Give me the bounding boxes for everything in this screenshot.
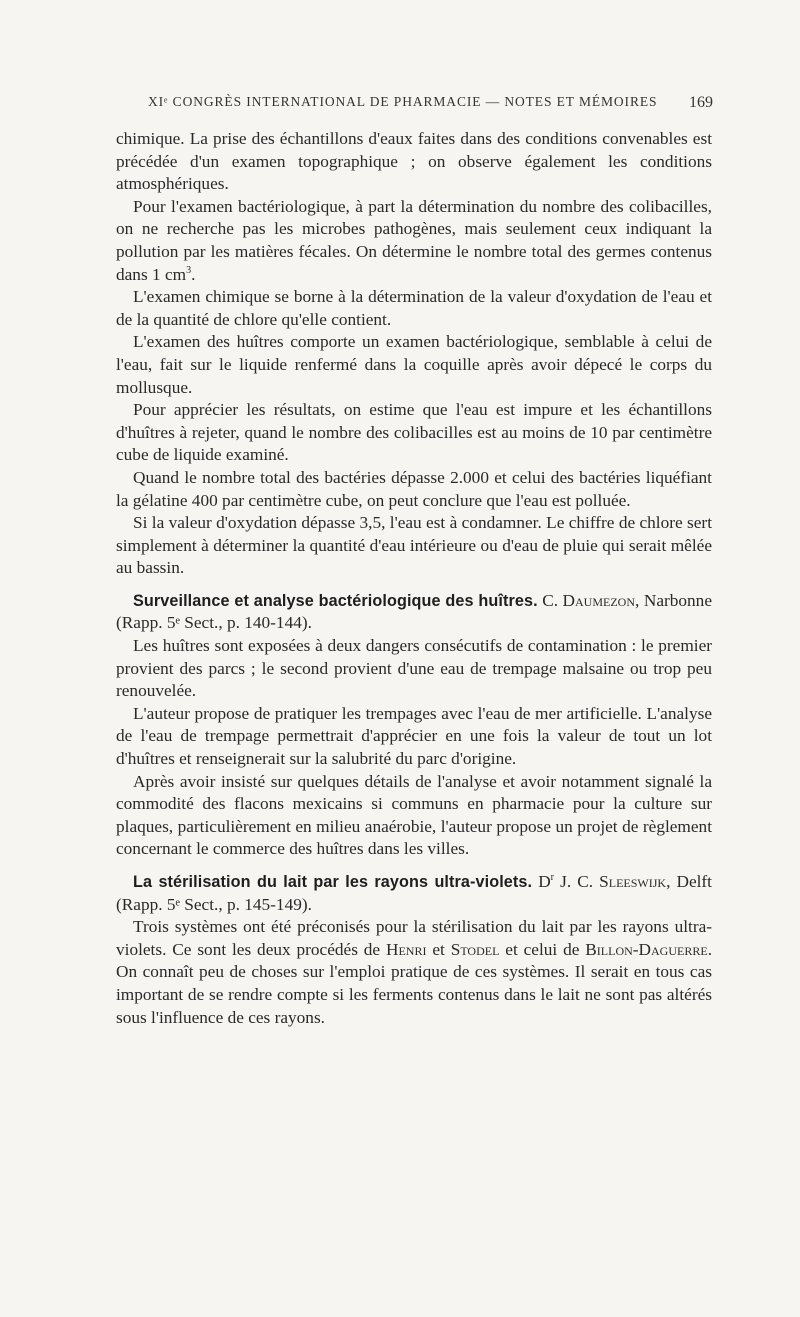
paragraph-bacteria-count: Quand le nombre total des bactéries dépasse 2.000 et celui des bactéries liquéfiant la gélatine 400 par centimètre cube, on peut conclure que l'eau est polluée. (116, 467, 712, 510)
article-author: J. C. Sleeswijk, (560, 872, 671, 891)
superscript: 3 (186, 264, 192, 276)
text-run: Trois systèmes ont été préconisés pour la stérilisation du lait par les rayons ultra-violets. Ce sont les deux procédés de (116, 917, 712, 959)
paragraph-oxidation: Si la valeur d'oxydation dépasse 3,5, l'eau est à condamner. Le chiffre de chlore sert simplement à déterminer la quantité d'eau intérieure ou d'eau de pluie qui serait mêlée au bassin. (116, 513, 712, 578)
article-heading-oysters (116, 590, 712, 635)
author-prefix: D (538, 872, 551, 891)
person-name: Stodel (450, 939, 500, 959)
running-head-title: XIᵉ CONGRÈS INTERNATIONAL DE PHARMACIE — NOTES ET MÉMOIRES (148, 94, 658, 109)
paragraph-contamination: Les huîtres sont exposées à deux dangers consécutifs de contamination : le premier provient des parcs ; le second provient d'une eau de trempage malsaine ou trop peu renouvelée. (116, 636, 712, 701)
paragraph-text: Pour l'examen bactériologique, à part la détermination du nombre des colibacilles, on ne recherche pas les microbes pathogènes, mais seulement ceux indiquant la pollution par les matières fécales. On détermine le nombre total des germes contenus dans 1 cm (116, 196, 712, 284)
paragraph-uv-systems (116, 916, 712, 1029)
text-run: . On connaît peu de choses sur l'emploi pratique de ces systèmes. Il serait en tous cas important de se rendre compte si les ferments contenus dans le lait ne sont pas altérés sous l'influence de ces rayons. (116, 939, 713, 1027)
paragraph-end: . (191, 264, 196, 284)
page-number: 169 (689, 94, 713, 111)
article-reference: Delft (Rapp. 5ᵉ Sect., p. 145-149). (116, 872, 712, 914)
paragraph-results: Pour apprécier les résultats, on estime que l'eau est impure et les échantillons d'huîtres à rejeter, quand le nombre des colibacilles est au moins de 10 par centimètre cube de liquide examiné. (116, 400, 712, 465)
paragraph-chemical-exam: L'examen chimique se borne à la détermination de la valeur d'oxydation de l'eau et de la quantité de chlore qu'elle contient. (116, 287, 712, 329)
article-title: Surveillance et analyse bactériologique des huîtres. (133, 591, 538, 610)
paragraph-continuation: chimique. La prise des échantillons d'eaux faites dans des conditions convenables est précédée d'un examen topographique ; on observe également les conditions atmosphériques. (116, 129, 712, 194)
paragraph-oyster-exam: L'examen des huîtres comporte un examen bactériologique, semblable à celui de l'eau, fait sur le liquide renfermé dans la coquille après avoir dépecé le corps du mollusque. (116, 332, 712, 397)
article-reference: Narbonne (Rapp. 5ᵉ Sect., p. 140-144). (116, 590, 712, 633)
article-author: C. Daumezon, (542, 590, 640, 610)
paragraph-regulation: Après avoir insisté sur quelques détails de l'analyse et avoir notamment signalé la commodité des flacons mexicains si communs en pharmacie pour la culture sur plaques, particulièrement en milieu anaérobie, l'auteur propose un projet de règlement concernant le commerce des huîtres dans les villes. (116, 771, 712, 859)
article-title: La stérilisation du lait par les rayons ultra-violets. (133, 873, 533, 891)
person-name: Billon-Daguerre (585, 939, 708, 959)
body-text (116, 128, 712, 1029)
author-superscript: r (550, 872, 555, 884)
person-name: Henri (385, 939, 427, 959)
text-run: et (432, 939, 445, 959)
text-run: et celui de (505, 939, 580, 959)
paragraph-bacteriological-exam (116, 196, 712, 286)
article-heading-milk (116, 871, 712, 916)
paragraph-soaking: L'auteur propose de pratiquer les trempages avec l'eau de mer artificielle. L'analyse de l'eau de trempage permettrait d'apprécier en une fois la valeur de tout un lot d'huîtres et renseignerait sur la salubrité du parc d'origine. (116, 703, 712, 769)
